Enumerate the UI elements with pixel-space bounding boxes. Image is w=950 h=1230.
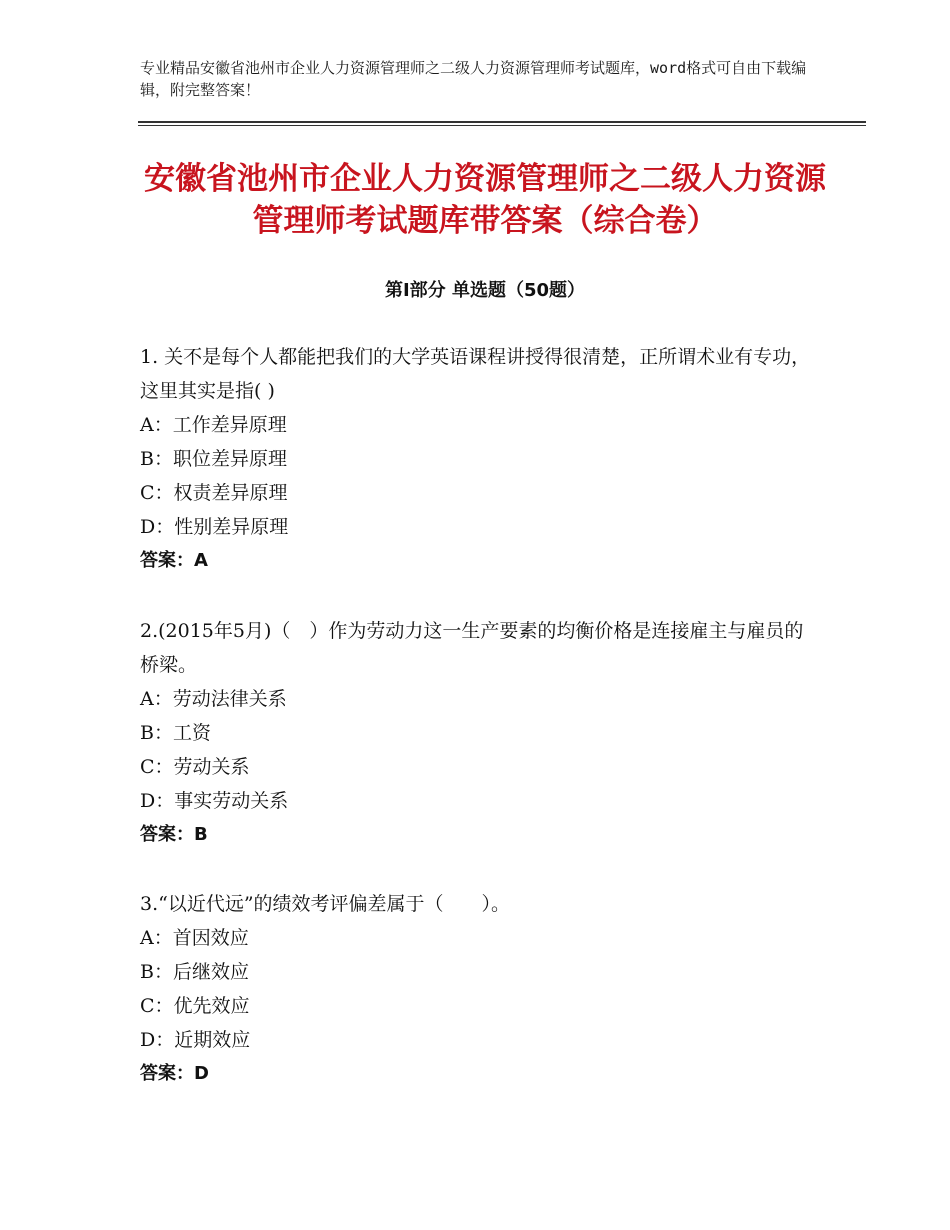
header-rule-thick [138, 121, 866, 123]
section-title: 第Ⅰ部分 单选题（50题） [384, 280, 585, 301]
option-d: D：性别差异原理 [140, 516, 289, 538]
option-b: B：后继效应 [140, 961, 249, 983]
header-rule-thin [138, 125, 866, 126]
question-stem: 3.“以近代远”的绩效考评偏差属于（ ）。 [140, 893, 511, 915]
option-a: A：首因效应 [140, 927, 249, 949]
answer: 答案：D [140, 1063, 209, 1084]
question-stem: 1. 关不是每个人都能把我们的大学英语课程讲授得很清楚，正所谓术业有专功，这里其实是指( ) [140, 346, 811, 402]
question-stem: 2.(2015年5月)（ ）作为劳动力这一生产要素的均衡价格是连接雇主与雇员的桥梁。 [140, 620, 804, 676]
header-note: 专业精品安徽省池州市企业人力资源管理师之二级人力资源管理师考试题库，word格式可自由下载编辑，附完整答案！ [140, 59, 807, 99]
question-2 [140, 614, 820, 852]
option-c: C：权责差异原理 [140, 482, 288, 504]
option-b: B：职位差异原理 [140, 448, 287, 470]
option-c: C：优先效应 [140, 995, 250, 1017]
document-title: 安徽省池州市企业人力资源管理师之二级人力资源管理师考试题库带答案（综合卷） [144, 161, 826, 239]
option-a: A：工作差异原理 [140, 414, 287, 436]
option-d: D：近期效应 [140, 1029, 251, 1051]
option-a: A：劳动法律关系 [140, 688, 287, 710]
question-3 [140, 887, 820, 1091]
option-c: C：劳动关系 [140, 756, 250, 778]
option-b: B：工资 [140, 722, 211, 744]
answer: 答案：B [140, 824, 208, 845]
option-d: D：事实劳动关系 [140, 790, 289, 812]
question-1 [140, 340, 820, 578]
answer: 答案：A [140, 550, 208, 571]
